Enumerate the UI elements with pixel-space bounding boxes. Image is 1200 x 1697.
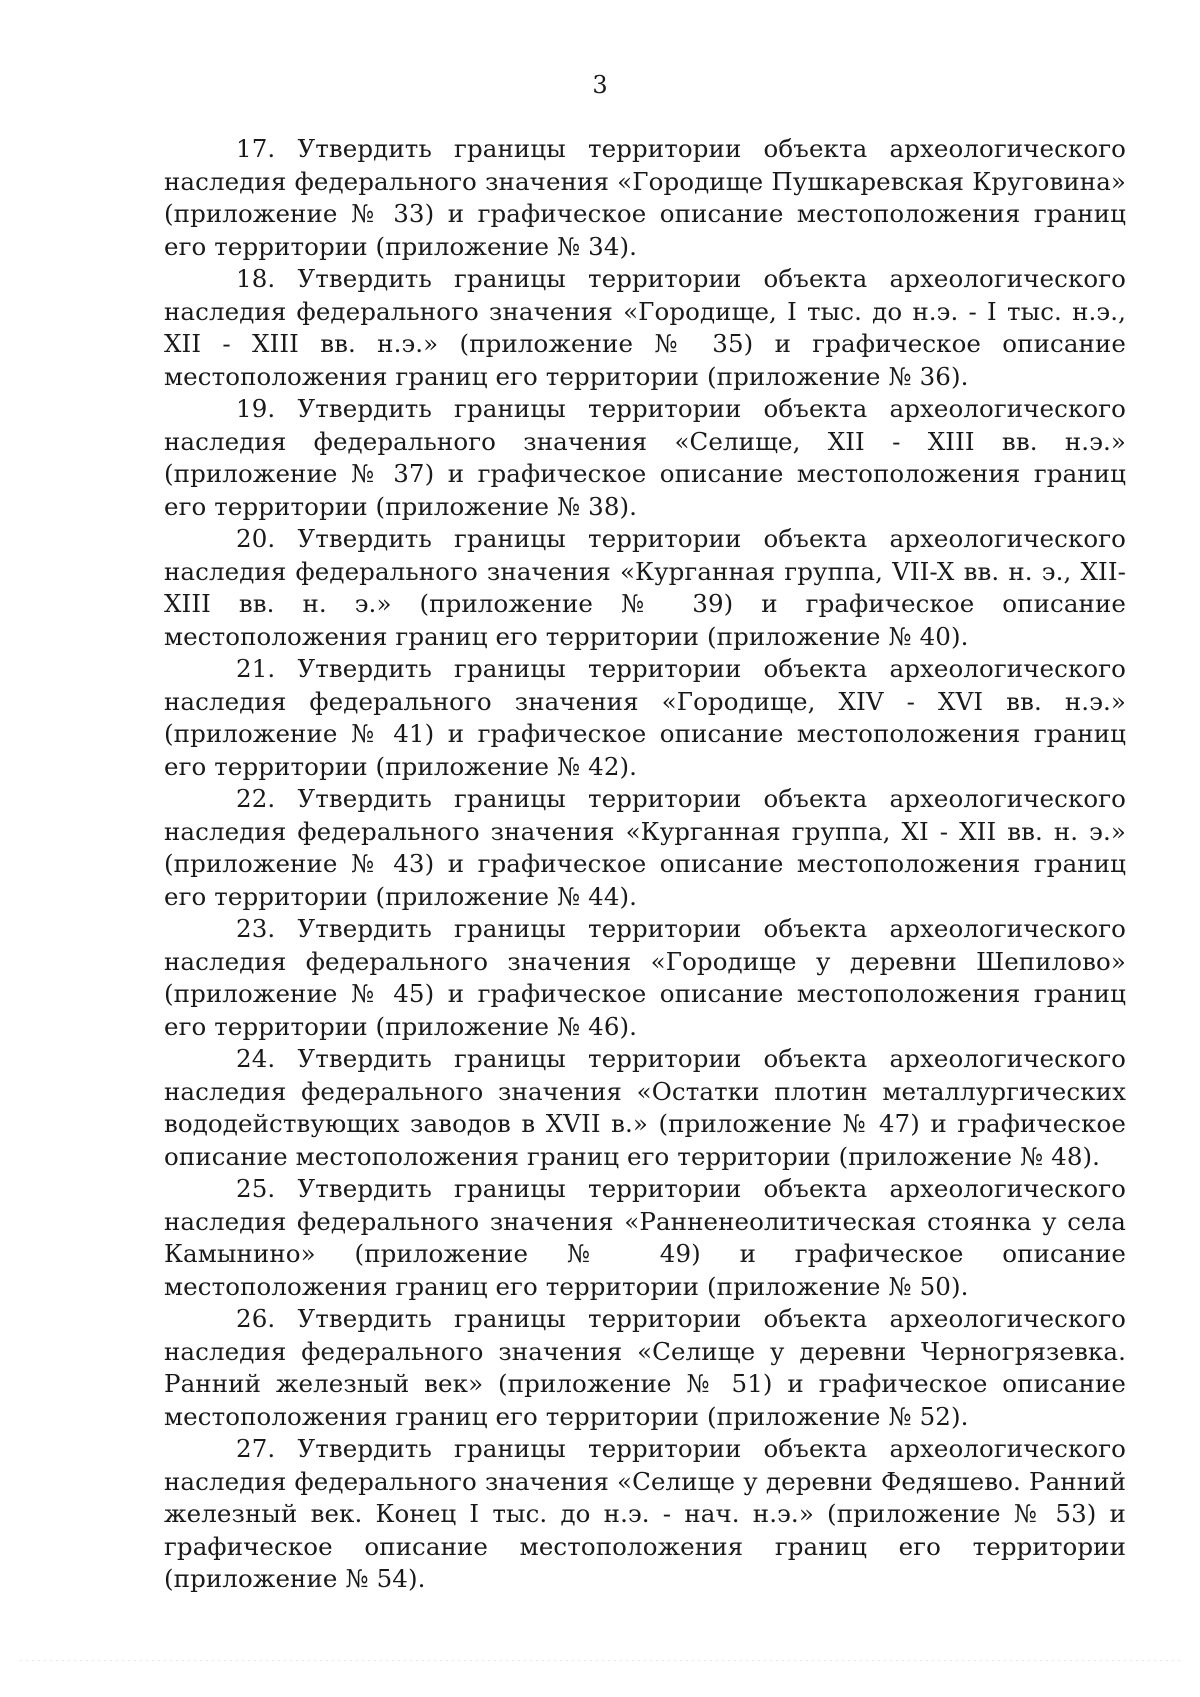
paragraph-27: 27. Утвердить границы территории объекта археологического наследия федерального значения «Селище у деревни Федяшево. Ранний железный век. Конец I тыс. до н.э. - нач. н.э.» (приложение № 53) и графическое описание местоположения границ его территории (приложение № 54). [164, 1434, 1126, 1593]
paragraph-21: 21. Утвердить границы территории объекта археологического наследия федерального значения «Городище, XIV - XVI вв. н.э.» (приложение № 41) и графическое описание местоположения границ его территории (приложение № 42). [164, 654, 1126, 781]
paragraph-23: 23. Утвердить границы территории объекта археологического наследия федерального значения «Городище у деревни Шепилово» (приложение № 45) и графическое описание местоположения границ его территории (приложение № 46). [164, 914, 1126, 1041]
paragraph-26: 26. Утвердить границы территории объекта археологического наследия федерального значения «Селище у деревни Черногрязевка. Ранний железный век» (приложение № 51) и графическое описание местоположения границ его территории (приложение № 52). [164, 1304, 1126, 1431]
paragraph-25: 25. Утвердить границы территории объекта археологического наследия федерального значения «Ранненеолитическая стоянка у села Камынино» (приложение № 49) и графическое описание местоположения границ его территории (приложение № 50). [164, 1174, 1126, 1301]
paragraph-20: 20. Утвердить границы территории объекта археологического наследия федерального значения «Курганная группа, VII-X вв. н. э., XII-XIII вв. н. э.» (приложение № 39) и графическое описание местоположения границ его территории (приложение № 40). [164, 524, 1126, 651]
paragraph-19: 19. Утвердить границы территории объекта археологического наследия федерального значения «Селище, XII - XIII вв. н.э.» (приложение № 37) и графическое описание местоположения границ его территории (приложение № 38). [164, 394, 1126, 521]
scan-artifact-line [20, 1660, 1180, 1661]
paragraph-18: 18. Утвердить границы территории объекта археологического наследия федерального значения «Городище, I тыс. до н.э. - I тыс. н.э., XII - XIII вв. н.э.» (приложение № 35) и графическое описание местоположения границ его территории (приложение № 36). [164, 264, 1126, 391]
paragraph-24: 24. Утвердить границы территории объекта археологического наследия федерального значения «Остатки плотин металлургических вододействующих заводов в XVII в.» (приложение № 47) и графическое описание местоположения границ его территории (приложение № 48). [164, 1044, 1126, 1171]
paragraph-17: 17. Утвердить границы территории объекта археологического наследия федерального значения «Городище Пушкаревская Круговина» (приложение № 33) и графическое описание местоположения границ его территории (приложение № 34). [164, 134, 1126, 261]
page-number: 3 [592, 71, 608, 99]
document-body [164, 133, 1126, 1596]
paragraph-22: 22. Утвердить границы территории объекта археологического наследия федерального значения «Курганная группа, XI - XII вв. н. э.» (приложение № 43) и графическое описание местоположения границ его территории (приложение № 44). [164, 784, 1126, 911]
